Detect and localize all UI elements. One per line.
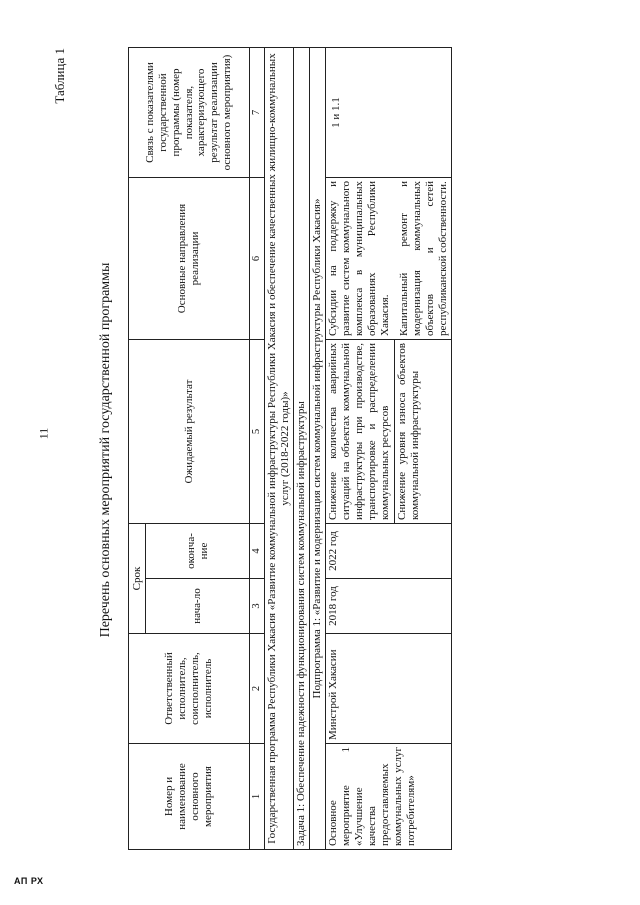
header-end: оконча-ние [146, 524, 250, 579]
measure-start: 2018 год [326, 579, 452, 634]
col-number: 6 [250, 178, 265, 340]
page-number: 11 [36, 427, 51, 440]
col-number: 2 [250, 634, 265, 744]
header-row [129, 48, 146, 850]
header-executor: Ответственный исполнитель, соисполнитель, исполнитель [129, 634, 250, 744]
result-1: Снижение количества аварийных ситуаций на объектах коммунальной инфраструктуры при производстве, транспортировке и распределении коммунальных ресурсов [327, 343, 392, 520]
direction-2: Капитальный ремонт и модернизация коммунальных объектов и сетей республиканской собственности. [398, 181, 449, 336]
col-number: 7 [250, 48, 265, 178]
rotated-page-content [18, 20, 638, 880]
header-name: Номер и наименование основного мероприятия [129, 744, 250, 850]
table-number: Таблица 1 [52, 48, 67, 104]
header-term: Срок [129, 524, 146, 634]
header-link: Связь с показателями государственной программы (номер показателя, характеризующего результат реализации основного мероприятия) [129, 48, 250, 178]
subprogram-row [310, 48, 326, 850]
measure-result [326, 340, 452, 524]
measure-directions [326, 178, 452, 340]
measure-name: Основное мероприятие 1 «Улучшение качества предоставляемых коммунальных услуг потребителям» [326, 744, 452, 850]
header-result: Ожидаемый результат [129, 340, 250, 524]
header-directions: Основные направления реализации [129, 178, 250, 340]
col-number: 5 [250, 340, 265, 524]
subprogram-title: Подпрограмма 1: «Развитие и модернизация систем коммунальной инфраструктуры Республики Хакасия» [310, 48, 326, 850]
col-number: 1 [250, 744, 265, 850]
direction-1: Субсидии на поддержку и развитие систем коммунального комплекса в муниципальных образованиях Республики Хакасия. [327, 181, 392, 336]
table-title: Перечень основных мероприятий государственной программы [98, 262, 113, 638]
program-title: Государственная программа Республики Хакасия «Развитие коммунальной инфраструктуры Республики Хакасия и обеспечение качественных жилищно-коммунальных услуг (2018-2022 годы)» [265, 48, 294, 850]
column-numbers-row [250, 48, 265, 850]
measure-link: 1 и 1.1 [326, 48, 452, 178]
result-2: Снижение уровня износа объектов коммунальной инфраструктуры [394, 340, 422, 523]
measure-end: 2022 год [326, 524, 452, 579]
task-title: Задача 1: Обеспечение надежности функционирования систем коммунальной инфраструктуры [294, 48, 310, 850]
header-start: нача-ло [146, 579, 250, 634]
col-number: 4 [250, 524, 265, 579]
col-number: 3 [250, 579, 265, 634]
task-row [294, 48, 310, 850]
table-row [326, 48, 452, 850]
measure-executor: Минстрой Хакасии [326, 634, 452, 744]
measures-table [128, 47, 452, 850]
footer-mark: АП РХ [14, 876, 44, 886]
program-row [265, 48, 294, 850]
